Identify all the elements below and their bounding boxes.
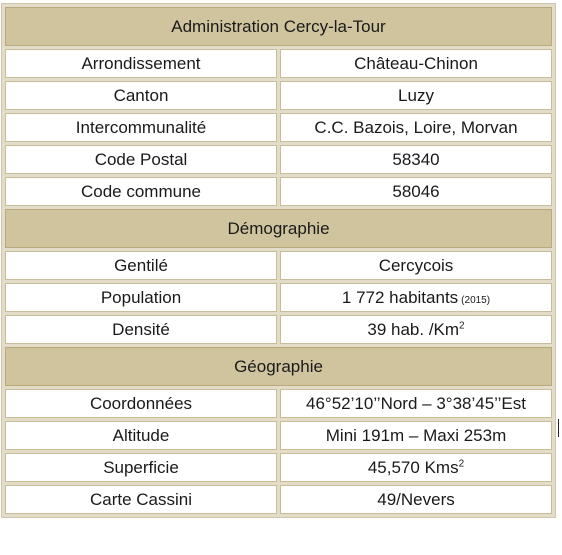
value-code-postal: 58340 (280, 145, 552, 174)
row-population (5, 283, 552, 312)
row-intercommunalite (5, 113, 552, 142)
section-demographie (5, 209, 552, 248)
row-superficie (5, 453, 552, 482)
label-altitude: Altitude (5, 421, 277, 450)
row-arrondissement (5, 49, 552, 78)
label-gentile: Gentilé (5, 251, 277, 280)
label-densite: Densité (5, 315, 277, 344)
row-code-commune (5, 177, 552, 206)
section-geographie (5, 347, 552, 386)
value-arrondissement: Château-Chinon (280, 49, 552, 78)
label-intercommunalite: Intercommunalité (5, 113, 277, 142)
label-code-commune: Code commune (5, 177, 277, 206)
value-superficie-cell (280, 453, 552, 482)
superficie-exponent: 2 (458, 457, 465, 469)
densite-exponent: 2 (459, 319, 465, 331)
value-densite-cell (280, 315, 552, 344)
commune-infobox (1, 3, 556, 518)
value-code-commune: 58046 (280, 177, 552, 206)
row-canton (5, 81, 552, 110)
value-population-cell (280, 283, 552, 312)
value-carte-cassini: 49/Nevers (280, 485, 552, 514)
label-population: Population (5, 283, 277, 312)
label-superficie: Superficie (5, 453, 277, 482)
value-canton: Luzy (280, 81, 552, 110)
text-cursor (558, 419, 559, 437)
label-coordonnees: Coordonnées (5, 389, 277, 418)
row-altitude (5, 421, 552, 450)
row-gentile (5, 251, 552, 280)
value-coordonnees: 46°52’10’’Nord – 3°38’45’’Est (280, 389, 552, 418)
value-densite: 39 hab. /Km (367, 319, 460, 339)
label-arrondissement: Arrondissement (5, 49, 277, 78)
section-title-demographie: Démographie (5, 209, 552, 248)
section-title-administration: Administration Cercy-la-Tour (5, 7, 552, 46)
value-superficie: 45,570 Kms (367, 457, 459, 477)
value-population: 1 772 habitants (341, 287, 459, 307)
row-densite (5, 315, 552, 344)
row-carte-cassini (5, 485, 552, 514)
value-gentile: Cercycois (280, 251, 552, 280)
label-code-postal: Code Postal (5, 145, 277, 174)
label-carte-cassini: Carte Cassini (5, 485, 277, 514)
section-title-geographie: Géographie (5, 347, 552, 386)
value-intercommunalite: C.C. Bazois, Loire, Morvan (280, 113, 552, 142)
value-altitude: Mini 191m – Maxi 253m (280, 421, 552, 450)
population-year: (2015) (461, 294, 491, 306)
row-code-postal (5, 145, 552, 174)
label-canton: Canton (5, 81, 277, 110)
row-coordonnees (5, 389, 552, 418)
section-administration (5, 7, 552, 46)
